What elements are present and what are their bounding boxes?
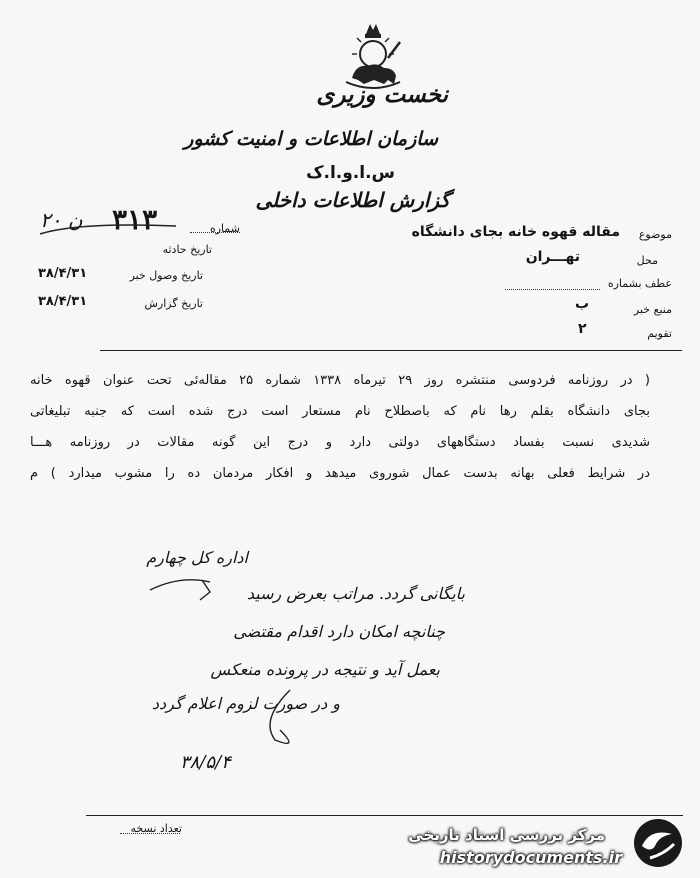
body-line: بجای دانشگاه بقلم رها نام که باصطلاح نام مستعار است درج شده است که جنبه تبلیغاتی <box>30 404 650 419</box>
report-date-value: ۳۸/۴/۳۱ <box>38 294 88 309</box>
body-line: شدیدی نسبت بفساد دستگاههای دولتی دارد و درج این گونه مقالات در روزنامه هـــا <box>30 435 650 450</box>
handwritten-line: بایگانی گردد. مراتب بعرض رسید <box>246 584 465 603</box>
body-line: در شرایط فعلی بهانه بدست عمال شوروی میدهد و افکار مردمان ده را مشوب میدارد ) م <box>30 466 650 481</box>
number-label: شماره <box>209 222 240 235</box>
watermark-name: مرکز بررسی اسناد تاریخی <box>408 826 605 844</box>
report-date-label: تاریخ گزارش <box>144 297 203 310</box>
reference-label: عطف بشماره <box>607 277 672 290</box>
report-type-title: گزارش اطلاعات داخلی <box>255 188 450 212</box>
organization-title: سازمان اطلاعات و امنیت کشور <box>184 128 438 150</box>
subject-label: موضوع <box>638 228 672 241</box>
receipt-date-value: ۳۸/۴/۳۱ <box>38 266 88 281</box>
handwritten-number-underline <box>38 212 178 242</box>
handwritten-line: اداره کل چهارم <box>146 548 248 567</box>
handwritten-line: و در صورت لزوم اعلام گردد <box>151 694 340 713</box>
watermark-logo-icon <box>620 814 690 872</box>
header-divider <box>100 350 682 351</box>
receipt-date-label: تاریخ وصول خبر <box>129 269 203 282</box>
lion-and-sun-emblem-icon <box>338 18 408 90</box>
margin-note: ن ۲۰ <box>40 208 83 232</box>
body-line: ( در روزنامه فردوسی منتشره روز ۲۹ تیرماه ۱۳۳۸ شماره ۲۵ مقاله‌ئی تحت عنوان قهوه خانه <box>30 373 650 388</box>
footer-divider <box>86 815 683 816</box>
handwritten-signature-icon <box>140 570 400 760</box>
copies-dotted-line <box>120 833 180 834</box>
handwritten-date: ۳۸/۵/۴ <box>180 752 231 773</box>
grade-value: ۲ <box>578 321 587 337</box>
source-value: ب <box>575 296 590 312</box>
number-dotted-line <box>190 232 240 233</box>
place-label: محل <box>636 254 658 267</box>
reference-dotted-line <box>505 289 600 290</box>
organization-code: س.ا.و.ا.ک <box>306 163 395 183</box>
grade-label: تقویم <box>647 327 672 340</box>
watermark-url: historydocuments.ir <box>439 848 622 867</box>
office-title: نخست وزیری <box>316 82 448 108</box>
source-label: منبع خبر <box>633 303 672 316</box>
place-value: تهـــران <box>525 249 580 265</box>
handwritten-line: چنانچه امکان دارد اقدام مقتضی <box>233 622 445 641</box>
incident-date-label: تاریخ حادثه <box>162 243 212 256</box>
handwritten-line: بعمل آید و نتیجه در پرونده منعکس <box>210 660 440 679</box>
copies-label: تعداد نسخه <box>130 822 182 835</box>
number-value: ۳۱۳ <box>112 203 158 236</box>
subject-value: مقاله قهوه خانه بجای دانشگاه <box>411 224 620 240</box>
